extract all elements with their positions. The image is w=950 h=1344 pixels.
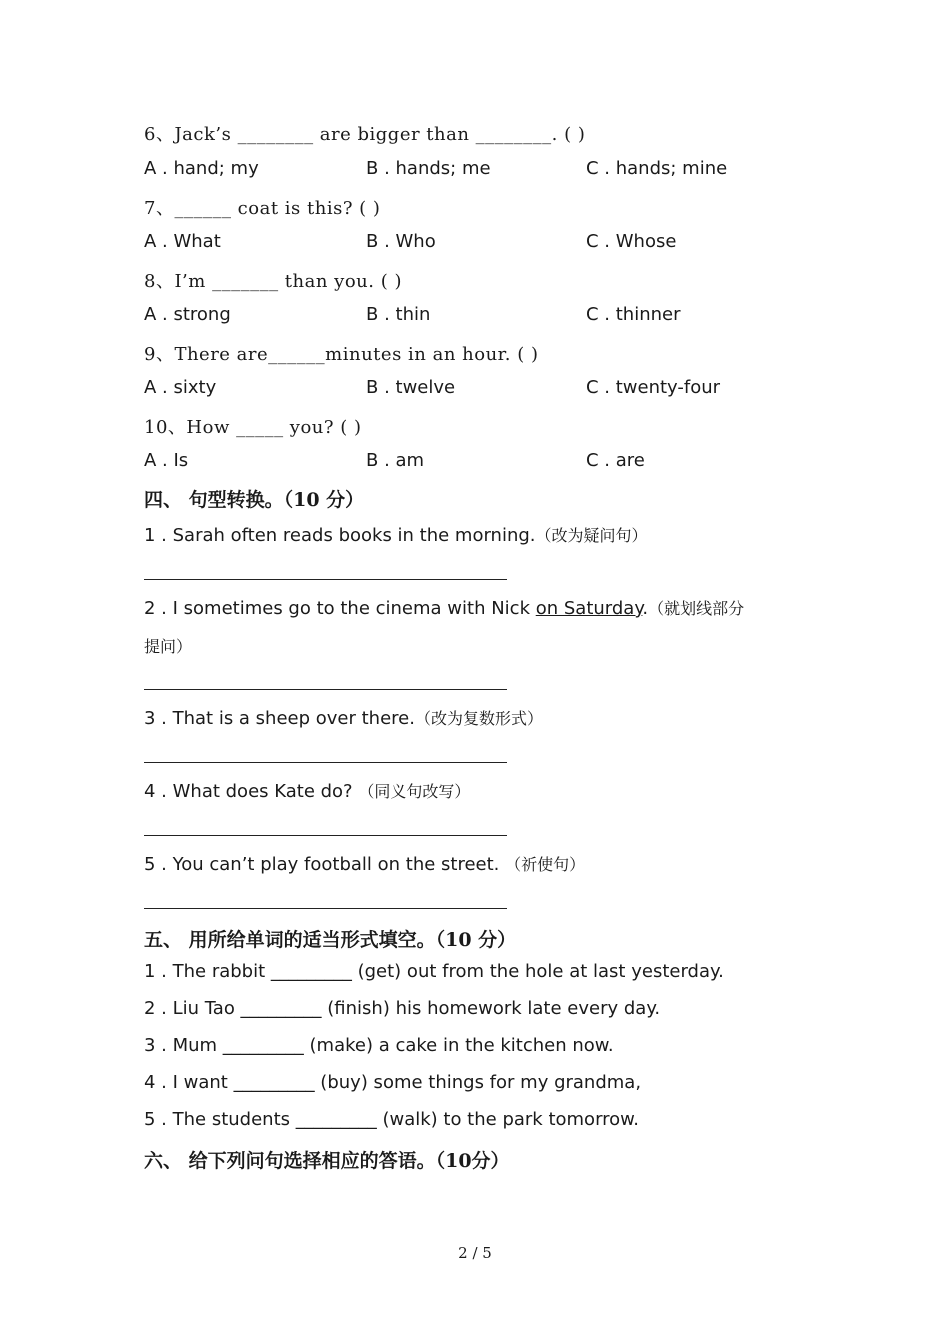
option-b: B . hands; me [366, 158, 491, 179]
options-10 [144, 450, 844, 474]
answer-line [144, 762, 507, 763]
answer-line [144, 689, 507, 690]
option-c: C . twenty-four [586, 377, 721, 398]
option-c: C . hands; mine [586, 158, 728, 179]
option-b: B . thin [366, 304, 431, 325]
options-8 [144, 304, 844, 328]
page-number: 2 / 5 [458, 1244, 492, 1262]
section-5-title: 五、 用所给单词的适当形式填空。（10 分） [144, 929, 517, 951]
item-instruction: （改为疑问句） [535, 526, 648, 545]
answer-line [144, 908, 507, 909]
fill-item-1: 1 . The rabbit _________ (get) out from the hole at last yesterday. [144, 961, 724, 982]
option-a: A . sixty [144, 377, 217, 398]
item-text: 4 . What does Kate do? [144, 781, 359, 802]
question-8: 8、I’m _______ than you. ( ) [144, 271, 402, 292]
section-4-title: 四、 句型转换。（10 分） [144, 489, 365, 511]
transform-item-3 [144, 706, 543, 729]
option-b: B . am [366, 450, 425, 471]
option-a: A . hand; my [144, 158, 259, 179]
fill-item-5: 5 . The students _________ (walk) to the park tomorrow. [144, 1109, 639, 1130]
transform-item-4 [144, 779, 470, 802]
fill-item-3: 3 . Mum _________ (make) a cake in the kitchen now. [144, 1035, 614, 1056]
underlined-phrase: on Saturday [535, 598, 643, 619]
item-text: 2 . I sometimes go to the cinema with Nick [144, 598, 536, 619]
option-c: C . thinner [586, 304, 681, 325]
option-c: C . Whose [586, 231, 677, 252]
item-text: 5 . You can’t play football on the street. [144, 854, 506, 875]
option-a: A . What [144, 231, 221, 252]
question-6: 6、Jack’s ________ are bigger than ________. ( ) [144, 124, 586, 145]
item-instruction: （祈使句） [505, 855, 586, 874]
options-7 [144, 231, 844, 255]
option-b: B . Who [366, 231, 436, 252]
item-instruction: （同义句改写） [358, 782, 471, 801]
item-text: 3 . That is a sheep over there. [144, 708, 415, 729]
transform-item-5 [144, 852, 585, 875]
question-10: 10、How _____ you? ( ) [144, 417, 362, 438]
question-7: 7、______ coat is this? ( ) [144, 198, 381, 219]
item-instruction: （就划线部分 [648, 599, 745, 618]
answer-line [144, 579, 507, 580]
option-a: A . strong [144, 304, 231, 325]
item-text: 1 . Sarah often reads books in the morning. [144, 525, 536, 546]
item-instruction: （改为复数形式） [414, 709, 543, 728]
transform-item-2 [144, 596, 744, 619]
options-9 [144, 377, 844, 401]
fill-item-2: 2 . Liu Tao _________ (finish) his homework late every day. [144, 998, 661, 1019]
item-punct: . [642, 598, 649, 619]
section-6-title: 六、 给下列问句选择相应的答语。（10分） [144, 1150, 510, 1172]
option-c: C . are [586, 450, 645, 471]
option-b: B . twelve [366, 377, 456, 398]
options-6 [144, 158, 844, 182]
transform-item-1 [144, 523, 648, 546]
answer-line [144, 835, 507, 836]
question-9: 9、There are______minutes in an hour. ( ) [144, 344, 539, 365]
fill-item-4: 4 . I want _________ (buy) some things for my grandma, [144, 1072, 642, 1093]
item-instruction-continued: 提问） [144, 637, 193, 656]
option-a: A . Is [144, 450, 189, 471]
